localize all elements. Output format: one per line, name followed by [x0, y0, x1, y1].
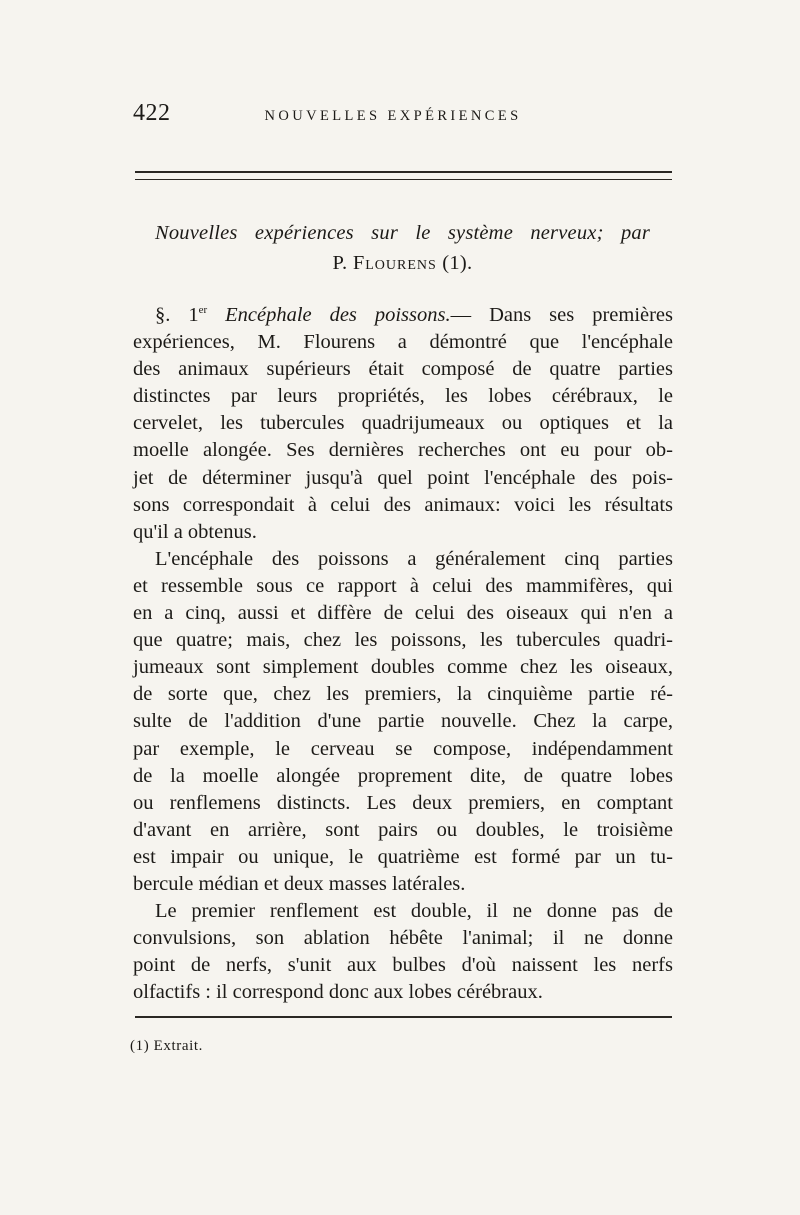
text-line: est impair ou unique, le quatrième est formé par un tu- [133, 845, 673, 868]
author-name: Flourens [352, 252, 437, 274]
text-line: expériences, M. Flourens a démontré que l'encéphale [133, 331, 673, 354]
article-title-line-1: Nouvelles expériences sur le système nerveux; par [154, 222, 651, 244]
text-line: olfactifs : il correspond donc aux lobes cérébraux. [133, 981, 543, 1004]
text-line: de la moelle alongée proprement dite, de quatre lobes [133, 764, 673, 787]
text-line: point de nerfs, s'unit aux bulbes d'où naissent les nerfs [133, 954, 673, 977]
text-line: L'encéphale des poissons a généralement cinq parties [155, 547, 673, 570]
footnote: (1) Extrait. [130, 1038, 204, 1054]
author-initial: P. [332, 252, 348, 274]
header-double-rule [135, 171, 672, 180]
running-head [133, 100, 673, 132]
text-line: ou renflemens distincts. Les deux premiers, en comptant [133, 791, 673, 814]
text-line: jet de déterminer jusqu'à quel point l'encéphale des pois- [133, 466, 673, 489]
article-body [133, 302, 673, 1006]
text-line: des animaux supérieurs était composé de quatre parties [133, 358, 673, 381]
article-title [130, 218, 675, 278]
text-line: sons correspondait à celui des animaux: voici les résultats [133, 493, 673, 516]
text-line: bercule médian et deux masses latérales. [133, 872, 466, 895]
text-line: Dans ses premières [489, 304, 674, 326]
paragraph-first-line [133, 302, 673, 329]
text-line: qu'il a obtenus. [133, 520, 257, 543]
text-line: moelle alongée. Ses dernières recherches ont eu pour ob- [133, 439, 673, 462]
section-heading: Encéphale des poissons. [225, 304, 451, 326]
text-line: sulte de l'addition d'une partie nouvelle. Chez la carpe, [133, 710, 673, 733]
text-line: en a cinq, aussi et diffère de celui des oiseaux qui n'en a [133, 602, 673, 625]
paragraph [133, 546, 673, 898]
paragraph [133, 898, 673, 1006]
paragraph [133, 302, 673, 546]
running-title: NOUVELLES EXPÉRIENCES [264, 108, 522, 124]
article-title-line-2 [130, 248, 675, 278]
section-dash: — [450, 304, 472, 326]
text-line: convulsions, son ablation hébête l'animal; il ne donne [133, 927, 673, 950]
page-number: 422 [133, 100, 171, 126]
text-line: Le premier renflement est double, il ne donne pas de [155, 900, 673, 923]
footnote-reference: (1). [442, 252, 473, 274]
text-line: que quatre; mais, chez les poissons, les tubercules quadri- [133, 629, 673, 652]
footnote-rule [135, 1016, 672, 1019]
text-line: d'avant en arrière, sont pairs ou doubles, le troisième [133, 818, 673, 841]
text-line: distinctes par leurs propriétés, les lobes cérébraux, le [133, 385, 673, 408]
text-line: jumeaux sont simplement doubles comme chez les oiseaux, [133, 656, 673, 679]
text-line: de sorte que, chez les premiers, la cinquième partie ré- [133, 683, 673, 706]
text-line: cervelet, les tubercules quadrijumeaux ou optiques et la [133, 412, 673, 435]
text-line: par exemple, le cerveau se compose, indépendamment [133, 737, 673, 760]
text-line: et ressemble sous ce rapport à celui des mammifères, qui [133, 574, 673, 597]
section-number: §. 1er [155, 304, 208, 326]
